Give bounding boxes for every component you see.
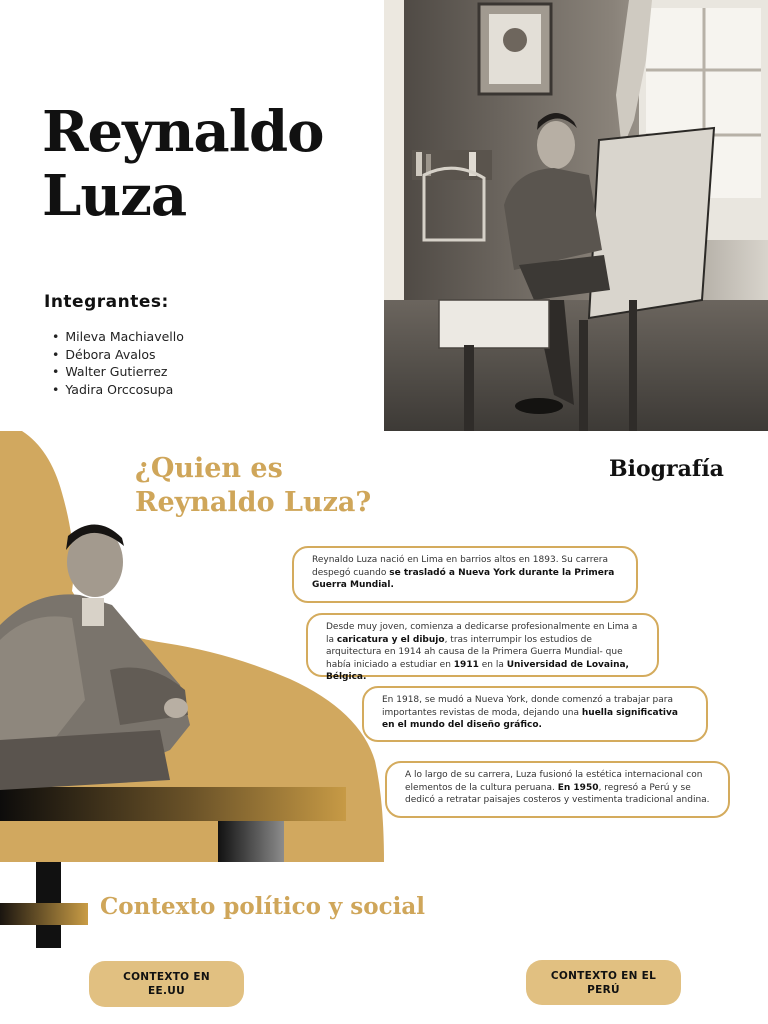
member-item: • Mileva Machiavello bbox=[52, 328, 184, 346]
bio-text: , regresó a Perú y se dedicó a retratar paisajes costeros y vestimenta tradicional andina. bbox=[405, 782, 710, 806]
bio-text-bold: Universidad de Lovaina, Bélgica. bbox=[326, 659, 629, 683]
member-item: • Débora Avalos bbox=[52, 346, 184, 364]
artist-at-work-photo bbox=[384, 0, 768, 431]
context-peru-label: CONTEXTO EN EL PERÚ bbox=[550, 969, 657, 996]
bio-card bbox=[385, 761, 730, 818]
context-peru-button[interactable] bbox=[526, 960, 681, 1005]
bio-question-line-2: Reynaldo Luza? bbox=[135, 487, 372, 518]
bio-text-bold: se trasladó a Nueva York durante la Primera Guerra Mundial. bbox=[312, 567, 615, 591]
context-eeuu-button[interactable] bbox=[89, 961, 244, 1007]
biography-heading: Biografía bbox=[609, 456, 724, 482]
bio-question-line-1: ¿Quien es bbox=[135, 453, 283, 484]
bio-card bbox=[362, 686, 708, 742]
page-title bbox=[42, 100, 372, 228]
members-list bbox=[52, 328, 184, 398]
bio-text: Reynaldo Luza nació en Lima en barrios altos en 1893. Su carrera despegó cuando bbox=[312, 555, 608, 578]
member-item: • Walter Gutierrez bbox=[52, 363, 184, 381]
title-line-2: Luza bbox=[42, 163, 187, 229]
bio-text: A lo largo de su carrera, Luza fusionó la estética internacional con elementos de la cultura peruana. bbox=[405, 770, 703, 793]
bio-question-heading bbox=[135, 452, 395, 520]
bio-text: En 1918, se mudó a Nueva York, donde comenzó a trabajar para importantes revistas de moda, dejando una bbox=[382, 695, 673, 718]
bio-text: Desde muy joven, comienza a dedicarse profesionalmente en Lima a la bbox=[326, 622, 638, 645]
members-heading: Integrantes: bbox=[44, 292, 169, 312]
member-item: • Yadira Orccosupa bbox=[52, 381, 184, 399]
bio-text-bold: huella significativa en el mundo del diseño gráfico. bbox=[382, 707, 678, 731]
cross-decoration bbox=[0, 862, 100, 952]
context-heading: Contexto político y social bbox=[100, 893, 425, 920]
bio-text: , tras interrumpir los estudios de arquitectura en 1914 ah causa de la Primera Guerra Mundial- que había iniciado a estudiar en bbox=[326, 634, 623, 670]
bio-card bbox=[306, 613, 659, 683]
title-line-1: Reynaldo bbox=[42, 99, 324, 165]
bio-text-bold: 1911 bbox=[453, 659, 479, 670]
portrait-photo bbox=[0, 510, 200, 790]
context-eeuu-label: CONTEXTO EN EE.UU bbox=[123, 971, 210, 997]
bio-text-bold: En 1950 bbox=[557, 782, 599, 793]
bio-text: en la bbox=[478, 659, 507, 670]
bio-text-bold: caricatura y el dibujo bbox=[336, 634, 445, 645]
bio-card bbox=[292, 546, 638, 603]
